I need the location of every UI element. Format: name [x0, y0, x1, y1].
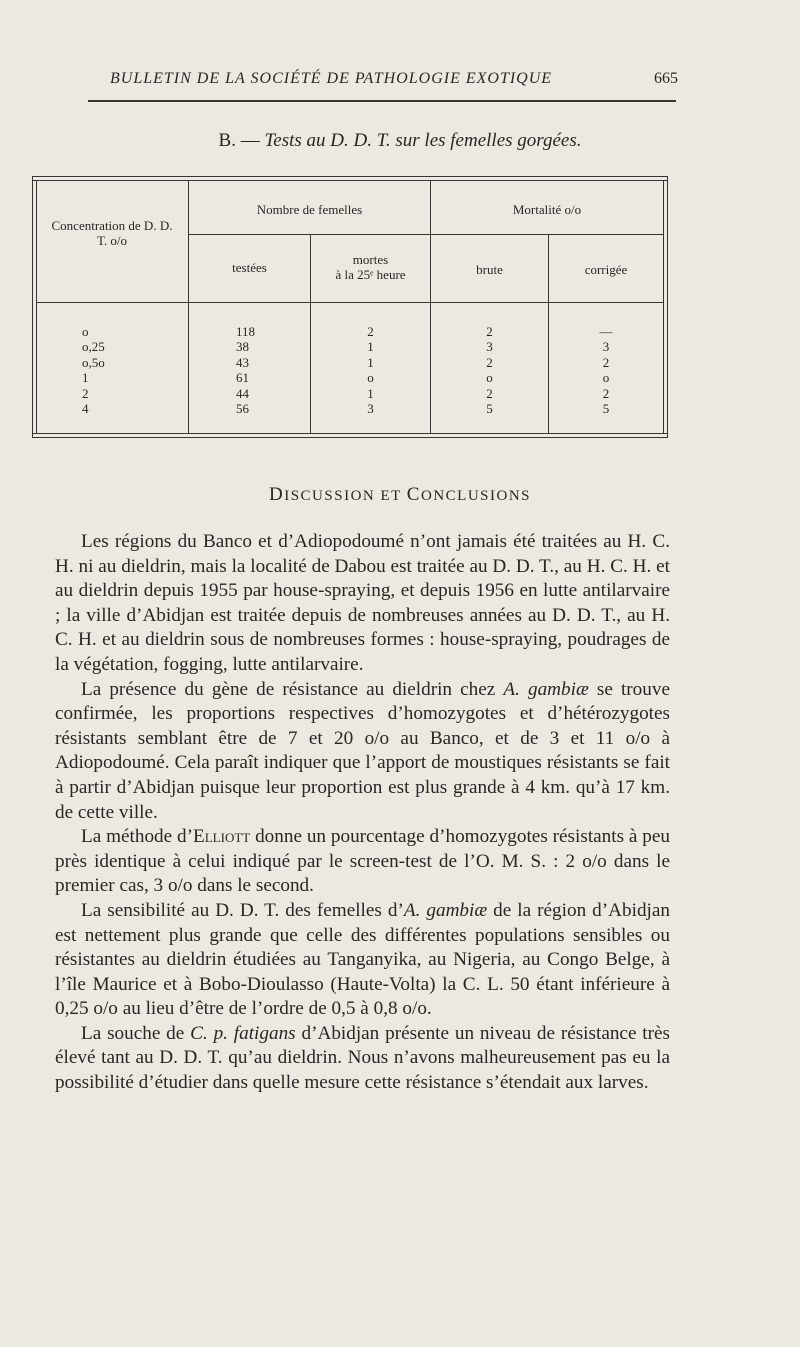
table-cell: o,25 — [82, 339, 105, 355]
table-cell: 5 — [602, 401, 610, 417]
table-cell: o — [367, 370, 374, 386]
column-corrected — [549, 324, 663, 416]
table-title-text: Tests au D. D. T. sur les femelles gorgées. — [264, 130, 582, 151]
heading-word-1: ISCUSSION ET — [284, 488, 407, 504]
group-header-rule — [188, 234, 664, 235]
text-run: La souche de — [81, 1022, 191, 1044]
header-dead-line2: à la 25ᵉ heure — [335, 267, 406, 282]
table-cell: 2 — [602, 385, 610, 401]
paragraph-4 — [55, 899, 670, 1022]
species-name: A. gambiæ — [503, 678, 589, 700]
table-cell: 1 — [367, 385, 374, 401]
table-border-bottom — [32, 433, 668, 434]
table-border-right — [667, 176, 668, 438]
header-mortality: Mortalité o/o — [512, 202, 582, 217]
author-name: Elliott — [193, 826, 251, 848]
discussion-body — [55, 530, 670, 1096]
header-concentration: Concentration de D. D. T. o/o — [51, 218, 173, 248]
table-cell: 2 — [367, 324, 374, 339]
table-cell: 1 — [82, 370, 89, 386]
table-cell: o — [602, 370, 610, 386]
table-cell: 2 — [486, 324, 493, 339]
heading-initial-1: D — [268, 484, 285, 505]
column-dead — [311, 324, 430, 416]
results-table — [32, 176, 668, 438]
table-border-left — [32, 176, 33, 438]
table-border-left-inner — [36, 180, 37, 434]
column-concentration — [82, 324, 162, 416]
table-cell: 44 — [236, 385, 249, 401]
heading-word-2: ONCLUSIONS — [420, 488, 531, 504]
table-title-prefix: B. — — [218, 130, 265, 151]
table-cell: 118 — [236, 324, 256, 339]
table-border-bottom-inner — [32, 437, 668, 438]
header-raw: brute — [476, 262, 503, 277]
table-cell: 3 — [602, 339, 610, 355]
table-cell: 56 — [236, 401, 249, 417]
running-head — [110, 70, 678, 88]
table-cell: 2 — [486, 354, 493, 370]
table-cell: o — [486, 370, 493, 386]
paragraph-5 — [55, 1022, 670, 1096]
table-border-right-inner — [663, 180, 664, 434]
paragraph-1: Les régions du Banco et d’Adiopodoumé n’ont jamais été traitées au H. C. H. ni au dieldrin, mais la localité de Dabou est traitée au D. D. T., au H. C. H. et au dieldrin depuis 1955 par house-spraying, et depuis 1956 en lutte antilarvaire ; la ville d’Abidjan est traitée depuis de nombreuses années au D. D. T., au H. C. H. et au dieldrin sous de nombreuses formes : house-spraying, poudrages de la végétation, fogging, lutte antilarvaire. — [55, 531, 670, 675]
table-cell: 3 — [486, 339, 493, 355]
table-border-top-inner — [32, 180, 668, 181]
text-run: La présence du gène de résistance au dieldrin chez — [81, 678, 504, 700]
text-run: de la région d’Abidjan est nettement plus grande que celle des différentes populations sensibles ou résistantes au dieldrin étudiées au Tanganyika, au Nigeria, au Congo Belge, à l’île Maurice et à Bobo-Dioulasso (Haute-Volta) la C. L. 50 étant inférieure à 0,25 o/o au lieu d’être de l’ordre de 0,5 à 0,8 o/o. — [55, 899, 670, 1020]
table-border-top — [32, 176, 668, 177]
table-cell: 38 — [236, 339, 249, 355]
table-cell: 61 — [236, 370, 249, 386]
table-cell: o,5o — [82, 354, 105, 370]
species-name: A. gambiæ — [403, 899, 488, 921]
table-cell: o — [82, 324, 89, 339]
table-cell: 2 — [602, 354, 610, 370]
header-dead — [311, 252, 430, 282]
header-dead-line1: mortes — [352, 252, 389, 267]
species-name: C. p. fatigans — [190, 1022, 296, 1044]
heading-initial-2: C — [406, 484, 421, 505]
paragraph-2 — [55, 678, 670, 826]
page-number: 665 — [654, 70, 678, 87]
header-rule — [88, 100, 676, 102]
paragraph-3 — [55, 825, 670, 899]
text-run: La méthode d’ — [81, 826, 194, 848]
table-cell: 43 — [236, 354, 249, 370]
column-tested — [236, 324, 296, 416]
header-number-of-females: Nombre de femelles — [256, 202, 363, 217]
table-cell: 5 — [486, 401, 493, 417]
col-sep-1 — [188, 180, 189, 433]
text-run: La sensibilité au D. D. T. des femelles d’ — [81, 899, 404, 921]
text-run: d’Abidjan présente un niveau de résistance très élevé tant au D. D. T. qu’au dieldrin. Nous n’avons malheureusement pas eu la possibilité d’étudier dans quelle mesure cette résistance s’étendait aux larves. — [55, 1022, 670, 1094]
header-bottom-rule — [36, 302, 664, 303]
table-title — [0, 130, 800, 152]
table-cell: 1 — [367, 354, 374, 370]
table-cell: 4 — [82, 401, 89, 417]
table-cell: 1 — [367, 339, 374, 355]
header-corrected: corrigée — [584, 262, 628, 277]
text-run: se trouve confirmée, les proportions respectives d’homozygotes et d’hétérozygotes résistants semblant être de 7 et 20 o/o au Banco, et de 3 et 11 o/o à Adiopodoumé. Cela paraît indiquer que l’apport de moustiques résistants se fait à partir d’Abidjan puisque leur proportion est plus grande à 4 km. qu’à 17 km. de cette ville. — [55, 678, 670, 823]
column-raw — [431, 324, 548, 416]
text-run: donne un pourcentage d’homozygotes résistants à peu près identique à celui indiqué par le screen-test de l’O. M. S. : 2 o/o dans le premier cas, 3 o/o dans le second. — [55, 826, 670, 897]
table-cell: 2 — [486, 385, 493, 401]
table-cell: — — [599, 324, 613, 339]
section-heading — [0, 484, 800, 506]
header-tested: testées — [232, 260, 267, 275]
table-cell: 2 — [82, 385, 89, 401]
journal-title: BULLETIN DE LA SOCIÉTÉ DE PATHOLOGIE EXOTIQUE — [110, 70, 553, 87]
table-cell: 3 — [367, 401, 374, 417]
